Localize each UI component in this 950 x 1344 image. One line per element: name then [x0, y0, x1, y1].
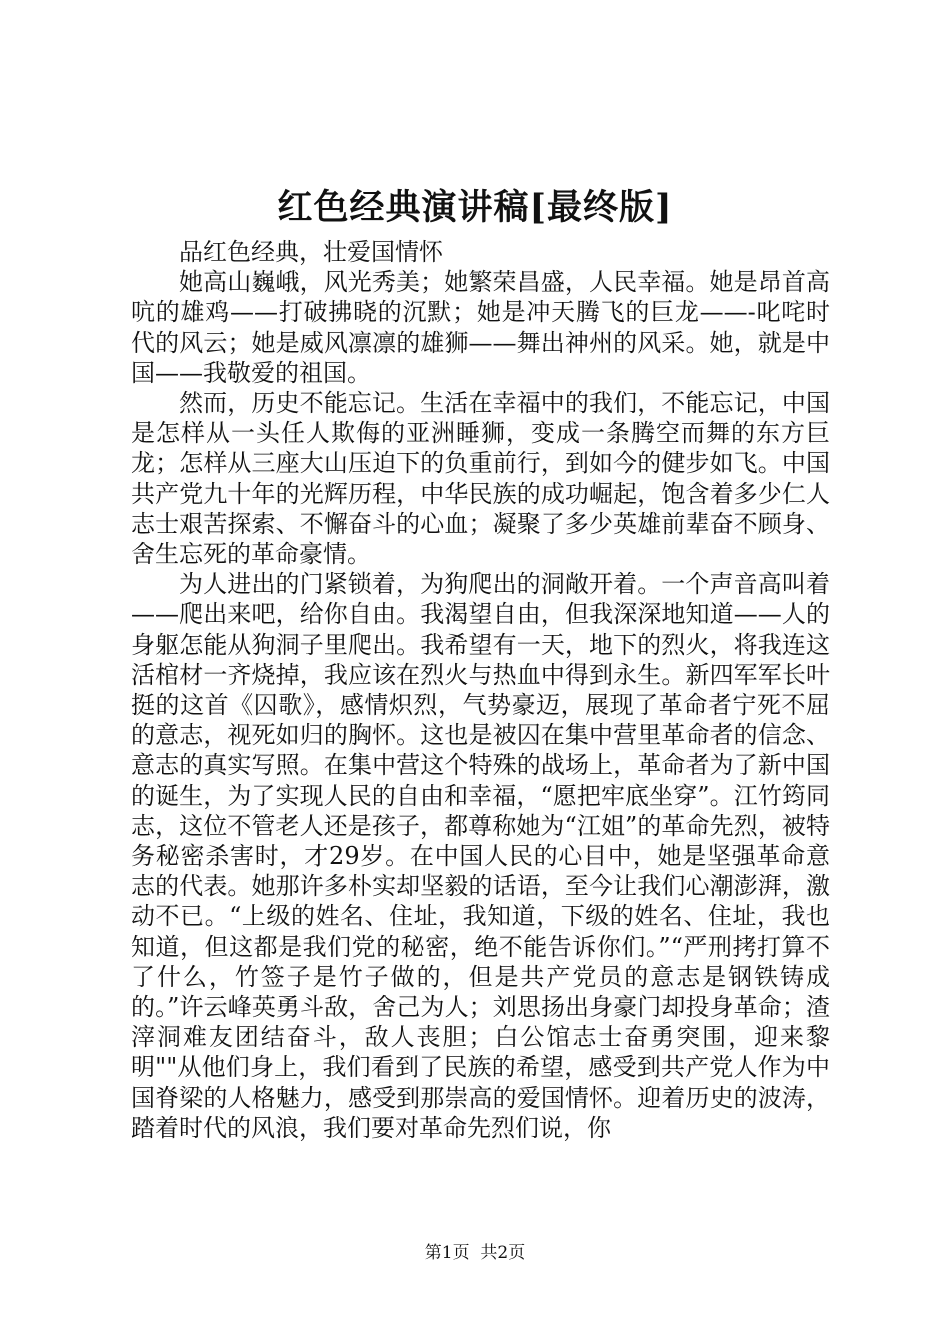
- body-paragraph-3: 为人进出的门紧锁着，为狗爬出的洞敞开着。一个声音高叫着——爬出来吧，给你自由。我渴望自由，但我深深地知道——人的身躯怎能从狗洞子里爬出。我希望有一天，地下的烈火，将我连这活棺材一齐烧掉，我应该在烈火与热血中得到永生。新四军军长叶挺的这首《囚歌》，感情炽烈，气势豪迈，展现了革命者宁死不屈的意志，视死如归的胸怀。这也是被囚在集中营里革命者的信念、意志的真实写照。在集中营这个特殊的战场上，革命者为了新中国的诞生，为了实现人民的自由和幸福，“愿把牢底坐穿”。江竹筠同志，这位不管老人还是孩子，都尊称她为“江姐”的革命先烈，被特务秘密杀害时，才29岁。在中国人民的心目中，她是坚强革命意志的代表。她那许多朴实却坚毅的话语，至今让我们心潮澎湃，激动不已。“上级的姓名、住址，我知道，下级的姓名、住址，我也知道，但这都是我们党的秘密，绝不能告诉你们。”“严刑拷打算不了什么，竹签子是竹子做的，但是共产党员的意志是钢铁铸成的。”许云峰英勇斗敌，舍己为人；刘思扬出身豪门却投身革命；渣滓洞难友团结奋斗，敌人丧胆；白公馆志士奋勇突围，迎来黎明""从他们身上，我们看到了民族的希望，感受到共产党人作为中国脊梁的人格魅力，感受到那崇高的爱国情怀。迎着历史的波涛，踏着时代的风浪，我们要对革命先烈们说，你: [131, 570, 830, 1142]
- footer-separator: [470, 1243, 481, 1263]
- page-number: 第1页: [424, 1243, 470, 1263]
- document-body: [131, 237, 830, 1143]
- subtitle-paragraph: 品红色经典，壮爱国情怀: [179, 238, 443, 266]
- page-total: 共2页: [480, 1243, 526, 1263]
- document-title: 红色经典演讲稿[最终版]: [277, 187, 673, 228]
- body-paragraph-1: 她高山巍峨，风光秀美；她繁荣昌盛，人民幸福。她是昂首高吭的雄鸡——打破拂晓的沉默；她是冲天腾飞的巨龙——-叱咤时代的风云；她是威风凛凛的雄狮——舞出神州的风采。她，就是中国——我敬爱的祖国。: [131, 268, 830, 387]
- body-paragraph-2: 然而，历史不能忘记。生活在幸福中的我们，不能忘记，中国是怎样从一头任人欺侮的亚洲睡狮，变成一条腾空而舞的东方巨龙；怎样从三座大山压迫下的负重前行，到如今的健步如飞。中国共产党九十年的光辉历程，中华民族的成功崛起，饱含着多少仁人志士艰苦探索、不懈奋斗的心血；凝聚了多少英雄前辈奋不顾身、舍生忘死的革命豪情。: [131, 389, 830, 569]
- page-footer: [0, 1241, 950, 1265]
